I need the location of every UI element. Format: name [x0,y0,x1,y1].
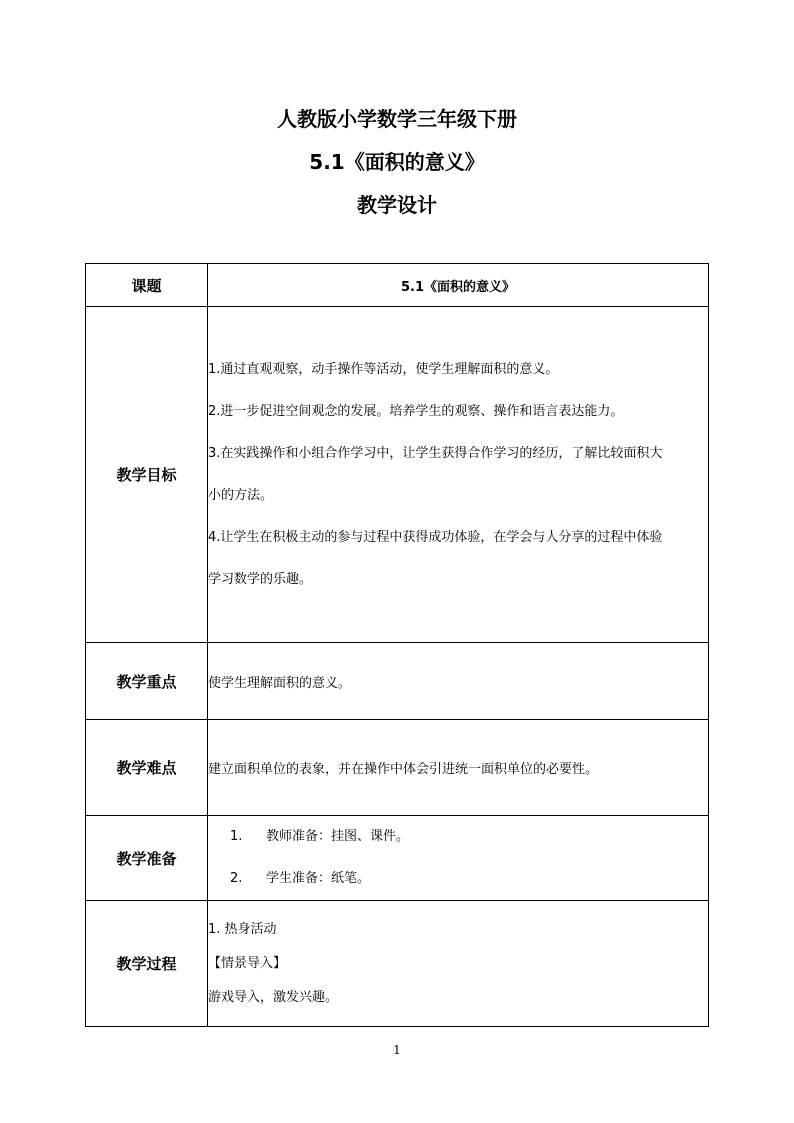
goal-line: 小的方法。 [208,487,274,503]
topic-row [86,264,709,307]
document-title: 人教版小学数学三年级下册 [277,107,517,131]
process-line: 1. 热身活动 [208,921,277,937]
goal-line: 3.在实践操作和小组合作学习中，让学生获得合作学习的经历，了解比较面积大 [208,445,663,461]
process-content [208,901,709,1027]
difficulty-label: 教学难点 [86,720,208,816]
topic-label: 课题 [86,264,208,307]
difficulty-row [86,720,709,816]
key-point-value: 使学生理解面积的意义。 [208,643,709,720]
key-point-row [86,643,709,720]
list-number: 1. [230,829,243,844]
preparation-content [208,816,709,901]
goals-content [208,307,709,643]
lesson-title: 5.1《面积的意义》 [309,150,485,174]
key-point-label: 教学重点 [86,643,208,720]
goals-label: 教学目标 [86,307,208,643]
process-label: 教学过程 [86,901,208,1027]
topic-value: 5.1《面积的意义》 [208,264,709,307]
document-subtitle: 教学设计 [357,193,437,217]
preparation-list [208,816,708,900]
preparation-label: 教学准备 [86,816,208,901]
goal-line: 学习数学的乐趣。 [208,571,313,587]
preparation-row [86,816,709,901]
goal-line: 1.通过直观观察，动手操作等活动，使学生理解面积的意义。 [208,361,559,377]
list-item [208,858,708,900]
goal-line: 4.让学生在积极主动的参与过程中获得成功体验，在学会与人分享的过程中体验 [208,529,663,545]
list-item [208,816,708,858]
page-number: 1 [393,1043,401,1057]
goals-row [86,307,709,643]
list-text: 学生准备：纸笔。 [266,871,371,886]
list-text: 教师准备：挂图、课件。 [266,829,410,844]
process-line: 游戏导入，激发兴趣。 [208,989,339,1005]
goal-line: 2.进一步促进空间观念的发展。培养学生的观察、操作和语言表达能力。 [208,403,624,419]
process-row [86,901,709,1027]
difficulty-value: 建立面积单位的表象，并在操作中体会引进统一面积单位的必要性。 [208,720,709,816]
list-number: 2. [230,871,243,886]
lesson-plan-table [85,263,709,1027]
process-line: 【情景导入】 [208,955,287,971]
